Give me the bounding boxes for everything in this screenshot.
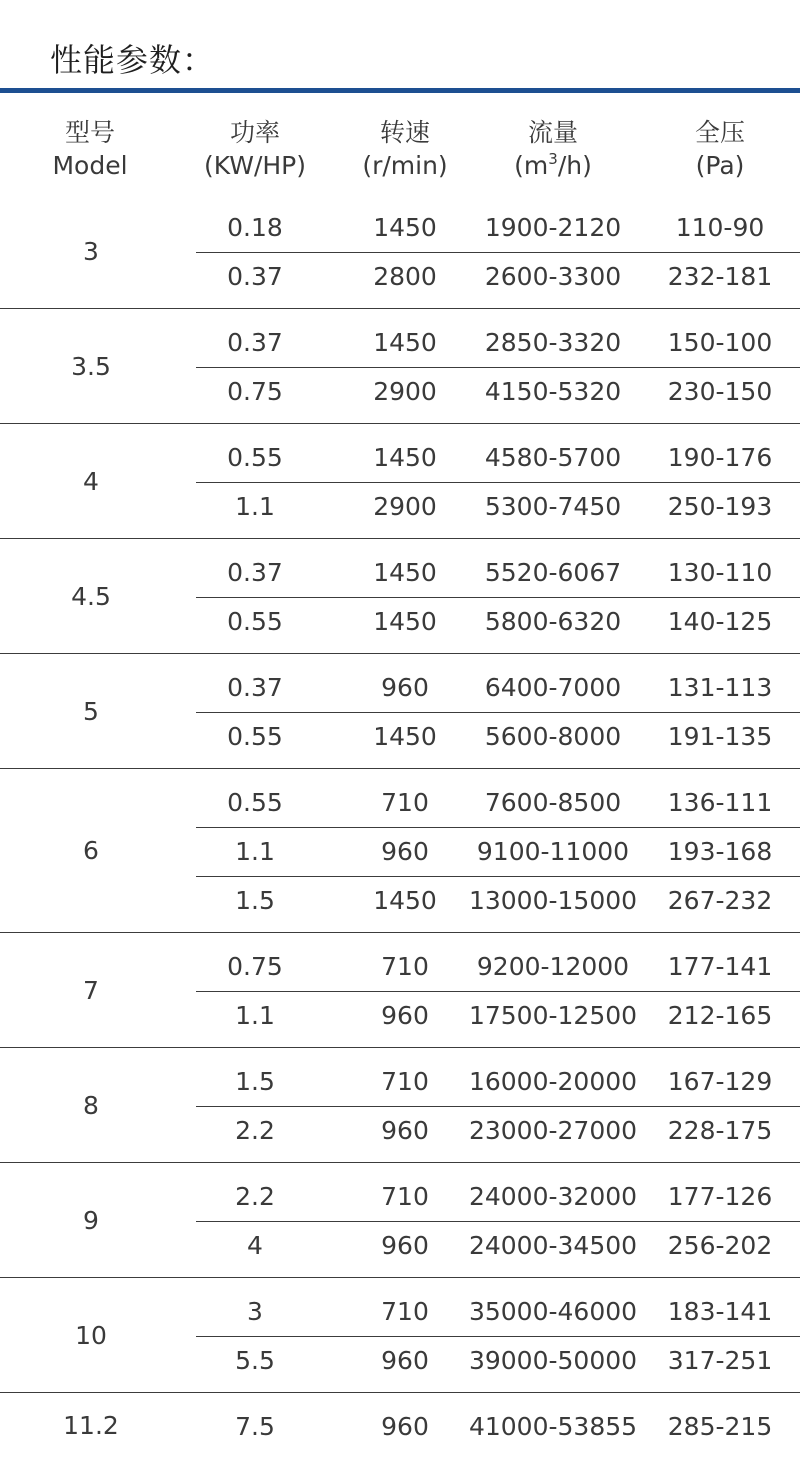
model-cell: 11.2 [63, 1411, 119, 1440]
header-pressure-zh: 全压 [694, 118, 745, 147]
flow-cell: 2850-3320 [484, 328, 622, 357]
table-row [196, 482, 800, 531]
model-cell: 4.5 [71, 581, 111, 611]
pressure-cell: 250-193 [667, 492, 773, 521]
model-group [0, 933, 800, 1047]
speed-cell: 2900 [373, 492, 437, 521]
table-row [196, 1221, 800, 1270]
pressure-cell: 285-215 [667, 1412, 773, 1441]
header-power-en: (KW/HP) [203, 151, 307, 180]
model-cell: 3.5 [71, 351, 111, 381]
header-flow-en [463, 149, 643, 182]
flow-cell: 17500-12500 [468, 1001, 638, 1030]
table-row [0, 1403, 800, 1451]
speed-cell: 2800 [373, 262, 437, 291]
header-flow-en-sup: 3 [548, 150, 558, 168]
table-row [196, 252, 800, 301]
pressure-cell: 150-100 [667, 328, 773, 357]
speed-cell: 2900 [373, 377, 437, 406]
table-row [196, 876, 800, 925]
table-row [0, 779, 800, 827]
power-cell: 1.1 [235, 492, 275, 521]
model-cell: 10 [75, 1320, 107, 1350]
header-speed-zh: 转速 [379, 118, 430, 147]
speed-cell: 960 [381, 1001, 429, 1030]
power-cell: 0.55 [227, 722, 283, 751]
speed-cell: 1450 [373, 558, 437, 587]
flow-cell: 6400-7000 [484, 673, 622, 702]
power-cell: 5.5 [235, 1346, 275, 1375]
model-group [0, 1278, 800, 1392]
model-cell: 5 [83, 696, 99, 726]
power-cell: 0.37 [227, 558, 283, 587]
pressure-cell: 230-150 [667, 377, 773, 406]
speed-cell: 960 [381, 1116, 429, 1145]
power-cell: 1.5 [235, 1067, 275, 1096]
power-cell: 0.37 [227, 328, 283, 357]
speed-cell: 1450 [373, 886, 437, 915]
model-group [0, 654, 800, 768]
speed-cell: 710 [381, 952, 429, 981]
model-cell: 9 [83, 1205, 99, 1235]
header-flow [463, 116, 643, 182]
flow-cell: 16000-20000 [468, 1067, 638, 1096]
header-flow-zh: 流量 [527, 118, 578, 147]
table-row [196, 991, 800, 1040]
table-row [0, 204, 800, 252]
table-row [0, 1058, 800, 1106]
flow-cell: 9100-11000 [476, 837, 630, 866]
pressure-cell: 228-175 [667, 1116, 773, 1145]
table-header [0, 116, 800, 186]
model-group [0, 1048, 800, 1162]
pressure-cell: 140-125 [667, 607, 773, 636]
table-row [0, 664, 800, 712]
model-group [0, 424, 800, 538]
speed-cell: 710 [381, 1182, 429, 1211]
model-group [0, 194, 800, 308]
power-cell: 0.75 [227, 952, 283, 981]
power-cell: 4 [247, 1231, 263, 1260]
table-row [0, 1288, 800, 1336]
model-cell: 7 [83, 975, 99, 1005]
power-cell: 0.55 [227, 443, 283, 472]
table-row [196, 1106, 800, 1155]
header-flow-en-post: /h) [557, 151, 592, 180]
pressure-cell: 136-111 [667, 788, 773, 817]
pressure-cell: 317-251 [667, 1346, 773, 1375]
model-group [0, 1393, 800, 1458]
flow-cell: 9200-12000 [476, 952, 630, 981]
power-cell: 1.1 [235, 837, 275, 866]
speed-cell: 1450 [373, 443, 437, 472]
pressure-cell: 177-141 [667, 952, 773, 981]
speed-cell: 960 [381, 1231, 429, 1260]
header-model-zh: 型号 [64, 118, 115, 147]
header-flow-en-pre: (m [514, 151, 549, 180]
table-row [196, 367, 800, 416]
pressure-cell: 232-181 [667, 262, 773, 291]
power-cell: 1.5 [235, 886, 275, 915]
flow-cell: 5800-6320 [484, 607, 622, 636]
table-row [0, 549, 800, 597]
speed-cell: 960 [381, 673, 429, 702]
pressure-cell: 130-110 [667, 558, 773, 587]
flow-cell: 13000-15000 [468, 886, 638, 915]
model-cell: 6 [83, 836, 99, 865]
power-cell: 0.55 [227, 607, 283, 636]
pressure-cell: 131-113 [667, 673, 773, 702]
pressure-cell: 183-141 [667, 1297, 773, 1326]
power-cell: 0.55 [227, 788, 283, 817]
table-row [0, 434, 800, 482]
power-cell: 2.2 [235, 1116, 275, 1145]
speed-cell: 1450 [373, 607, 437, 636]
flow-cell: 35000-46000 [468, 1297, 638, 1326]
speed-cell: 1450 [373, 722, 437, 751]
table-row [196, 1336, 800, 1385]
pressure-cell: 167-129 [667, 1067, 773, 1096]
pressure-cell: 110-90 [675, 213, 765, 242]
speed-cell: 960 [381, 1412, 429, 1441]
flow-cell: 5600-8000 [484, 722, 622, 751]
speed-cell: 960 [381, 1346, 429, 1375]
power-cell: 0.75 [227, 377, 283, 406]
header-model-en: Model [52, 151, 128, 180]
flow-cell: 4150-5320 [484, 377, 622, 406]
table-row [196, 597, 800, 646]
power-cell: 3 [247, 1297, 263, 1326]
model-group [0, 309, 800, 423]
pressure-cell: 267-232 [667, 886, 773, 915]
power-cell: 0.18 [227, 213, 283, 242]
power-cell: 0.37 [227, 673, 283, 702]
power-cell: 7.5 [235, 1412, 275, 1441]
table-row [0, 943, 800, 991]
model-group [0, 539, 800, 653]
pressure-cell: 193-168 [667, 837, 773, 866]
page-title: 性能参数： [50, 41, 216, 79]
power-cell: 1.1 [235, 1001, 275, 1030]
pressure-cell: 191-135 [667, 722, 773, 751]
flow-cell: 5300-7450 [484, 492, 622, 521]
model-cell: 3 [83, 236, 99, 266]
title-underline [0, 88, 800, 93]
pressure-cell: 177-126 [667, 1182, 773, 1211]
model-group [0, 1163, 800, 1277]
flow-cell: 24000-32000 [468, 1182, 638, 1211]
power-cell: 2.2 [235, 1182, 275, 1211]
performance-table [0, 194, 800, 1458]
model-cell: 8 [83, 1090, 99, 1120]
speed-cell: 1450 [373, 328, 437, 357]
power-cell: 0.37 [227, 262, 283, 291]
flow-cell: 7600-8500 [484, 788, 622, 817]
header-pressure [630, 116, 800, 182]
model-cell: 4 [83, 466, 99, 496]
table-row [0, 319, 800, 367]
flow-cell: 41000-53855 [468, 1412, 638, 1441]
header-power-zh: 功率 [229, 118, 280, 147]
header-model [0, 116, 180, 182]
speed-cell: 710 [381, 788, 429, 817]
pressure-cell: 190-176 [667, 443, 773, 472]
header-speed-en: (r/min) [362, 151, 448, 180]
header-pressure-en: (Pa) [695, 151, 745, 180]
speed-cell: 1450 [373, 213, 437, 242]
pressure-cell: 256-202 [667, 1231, 773, 1260]
flow-cell: 24000-34500 [468, 1231, 638, 1260]
table-row [196, 827, 800, 876]
speed-cell: 960 [381, 837, 429, 866]
flow-cell: 4580-5700 [484, 443, 622, 472]
flow-cell: 2600-3300 [484, 262, 622, 291]
model-group [0, 769, 800, 932]
pressure-cell: 212-165 [667, 1001, 773, 1030]
table-row [0, 1173, 800, 1221]
flow-cell: 39000-50000 [468, 1346, 638, 1375]
flow-cell: 5520-6067 [484, 558, 622, 587]
speed-cell: 710 [381, 1067, 429, 1096]
flow-cell: 1900-2120 [484, 213, 622, 242]
table-row [196, 712, 800, 761]
speed-cell: 710 [381, 1297, 429, 1326]
flow-cell: 23000-27000 [468, 1116, 638, 1145]
